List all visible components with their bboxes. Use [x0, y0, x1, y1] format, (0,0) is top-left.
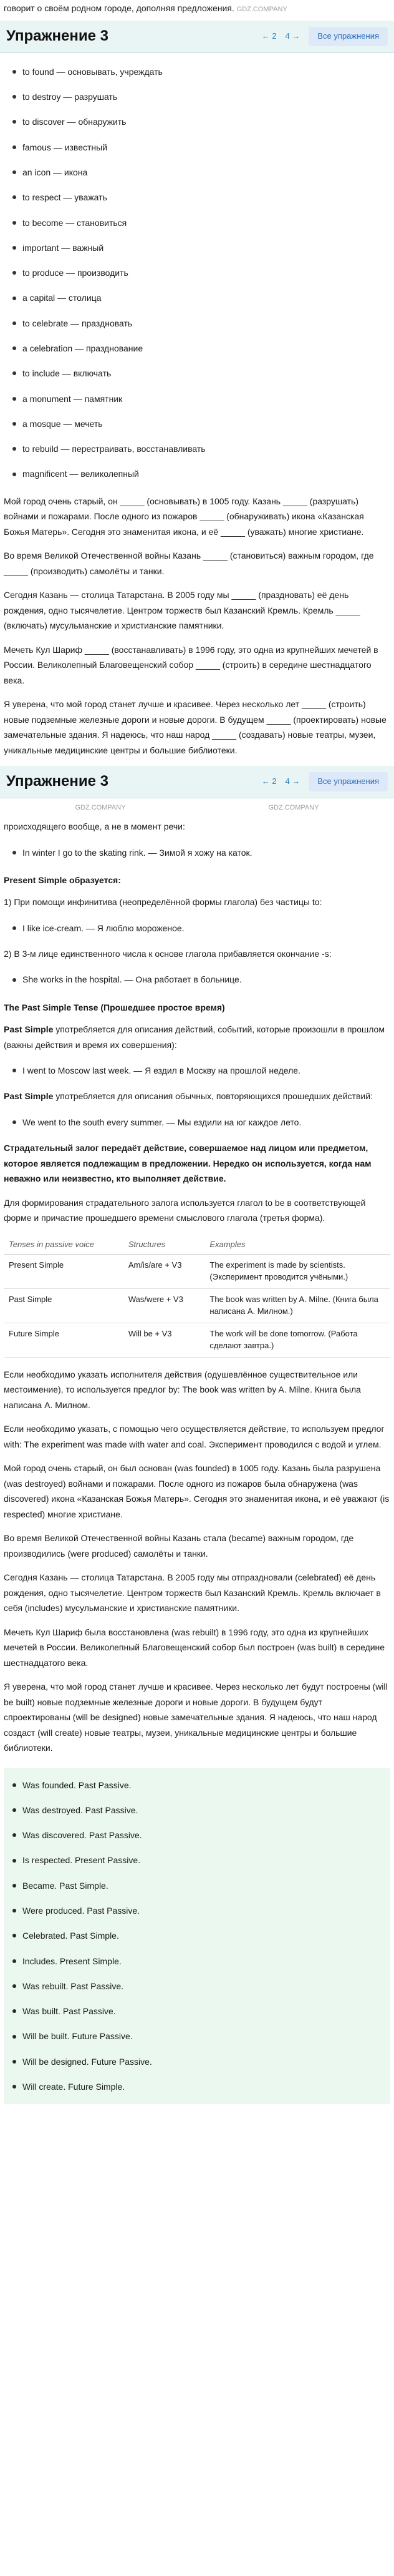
list-item: to destroy — разрушать	[12, 84, 390, 109]
bullet-icon	[12, 1859, 16, 1863]
list-item: Celebrated. Past Simple.	[12, 1923, 390, 1948]
list-item: a monument — памятник	[12, 386, 390, 411]
watermark-row	[4, 802, 390, 815]
table-row	[4, 1255, 390, 1289]
list-item: to respect — уважать	[12, 185, 390, 210]
list-item: Will be built. Future Passive.	[12, 2024, 390, 2049]
bullet-icon	[12, 1120, 16, 1124]
list-item: to produce — производить	[12, 260, 390, 285]
table-cell: Future Simple	[4, 1323, 123, 1357]
task-paragraph: Мечеть Кул Шариф _____ (восстанавливать) в 1996 году, это одна из крупнейших мечетей в России. Великолепный Благовещенский собор _____ (строить) в середине шестнадцатого века.	[4, 644, 378, 685]
table-cell: The experiment is made by scientists. (Эксперимент проводится учёными.)	[204, 1255, 390, 1289]
bullet-icon	[12, 95, 16, 99]
section-heading: Present Simple образуется:	[4, 874, 121, 885]
list-item: She works in the hospital. — Она работает в больнице.	[12, 969, 390, 989]
task-paragraph: Во время Великой Отечественной войны Казань _____ (становиться) важным городом, где _____ (производить) самолёты и танки.	[4, 551, 374, 576]
bullet-icon	[12, 926, 16, 930]
example-list	[4, 966, 390, 993]
list-item: famous — известный	[12, 135, 390, 160]
list-item: Will be designed. Future Passive.	[12, 2049, 390, 2074]
list-item: I like ice-cream. — Я люблю мороженое.	[12, 918, 390, 938]
exercise-title: Упражнение 3	[6, 773, 108, 790]
table-cell: Was/were + V3	[123, 1289, 205, 1323]
list-item: magnificent — великолепный	[12, 461, 390, 486]
example-list	[4, 839, 390, 866]
rule-text: 2) В 3-м лице единственного числа к основе глагола прибавляется окончание -s:	[4, 948, 332, 959]
list-item: Became. Past Simple.	[12, 1873, 390, 1898]
next-exercise-button[interactable]: 4 →	[285, 776, 300, 786]
list-item: We went to the south every summer. — Мы ездили на юг каждое лето.	[12, 1112, 390, 1132]
table-header: Structures	[123, 1235, 205, 1255]
bullet-icon	[12, 1984, 16, 1988]
list-item: to rebuild — перестраивать, восстанавливать	[12, 436, 390, 461]
prev-exercise-button[interactable]: ← 2	[261, 776, 277, 786]
solution-paragraph: Я уверена, что мой город станет лучше и красивее. Через несколько лет будут построены (will be built) новые подземные железные дороги и новые дороги. В будущем будут спроектированы (will be designed) новые замечательные здания. Я надеюсь, что наш народ создаст (will create) новые театры, музеи, уникальные медицинские центры и большие библиотеки.	[4, 1682, 388, 1753]
bullet-icon	[12, 2085, 16, 2089]
theory-lead: происходящего вообще, а не в момент речи:	[4, 821, 185, 832]
solution-paragraph: Сегодня Казань — столица Татарстана. В 2005 году мы отпраздновали (celebrated) её день рождения, одно тысячелетие. Центром торжеств был Казанский Кремль. Кремль включает в себя (includes) мусульманские и христианские памятники.	[4, 1572, 381, 1613]
bullet-icon	[12, 978, 16, 982]
bullet-icon	[12, 2060, 16, 2064]
bullet-icon	[12, 371, 16, 375]
list-item: to celebrate — праздновать	[12, 311, 390, 336]
list-item: to include — включать	[12, 361, 390, 386]
bullet-icon	[12, 346, 16, 350]
solution-paragraph: Во время Великой Отечественной войны Казань стала (became) важным городом, где производились (were produced) самолёты и танки.	[4, 1533, 354, 1559]
table-cell: The work will be done tomorrow. (Работа сделают завтра.)	[204, 1323, 390, 1357]
vocab-list	[4, 57, 390, 489]
exercise-nav	[262, 772, 388, 791]
bullet-icon	[12, 2009, 16, 2013]
bullet-icon	[12, 851, 16, 855]
exercise-nav	[262, 27, 388, 46]
list-item: Is respected. Present Passive.	[12, 1848, 390, 1873]
table-cell: The book was written by A. Milne. (Книга была написана А. Милном.)	[204, 1289, 390, 1323]
table-cell: Will be + V3	[123, 1323, 205, 1357]
intro-line: говорит о своём родном городе, дополняя предложения. GDZ.COMPANY	[4, 3, 287, 13]
bullet-icon	[12, 1783, 16, 1787]
bullet-icon	[12, 447, 16, 451]
bullet-icon	[12, 296, 16, 300]
task-paragraph: Я уверена, что мой город станет лучше и красивее. Через несколько лет _____ (строить) новые подземные железные дороги и новые дороги. В будущем _____ (проектировать) новые замечательные здания. Я надеюсь, что наш народ _____ (создавать) новые театры, музеи, уникальные медицинские центры и большие библиотеки.	[4, 699, 387, 755]
bullet-icon	[12, 1959, 16, 1963]
passive-intro: Страдательный залог передаёт действие, совершаемое над лицом или предметом, которое является подлежащим в предложении. Нередко он используется, когда нам неважно или неизвестно, кто выполняет действие.	[4, 1143, 372, 1184]
list-item: important — важный	[12, 235, 390, 260]
rule-text: Past Simple употребляется для описания действий, событий, которые произошли в прошлом (важны действия и время их совершения):	[4, 1024, 385, 1050]
prev-exercise-button[interactable]: ← 2	[261, 31, 277, 41]
list-item: Was discovered. Past Passive.	[12, 1823, 390, 1848]
table-row	[4, 1289, 390, 1323]
bullet-icon	[12, 1884, 16, 1888]
list-item: Includes. Present Simple.	[12, 1949, 390, 1974]
watermark: GDZ.COMPANY	[236, 6, 287, 13]
list-item: an icon — икона	[12, 160, 390, 185]
rule-text: Past Simple употребляется для описания обычных, повторяющихся прошедших действий:	[4, 1091, 373, 1102]
list-item: Will create. Future Simple.	[12, 2074, 390, 2099]
bullet-icon	[12, 2035, 16, 2039]
exercise-title: Упражнение 3	[6, 27, 108, 44]
bullet-icon	[12, 195, 16, 199]
passive-formation: Для формирования страдательного залога используется глагол to be в соответствующей форме и причастие прошедшего времени смыслового глагола (третья форма).	[4, 1197, 366, 1223]
list-item: Was rebuilt. Past Passive.	[12, 1974, 390, 1999]
rule-text: 1) При помощи инфинитива (неопределённой формы глагола) без частицы to:	[4, 897, 322, 908]
next-exercise-button[interactable]: 4 →	[285, 31, 300, 41]
list-item: In winter I go to the skating rink. — Зимой я хожу на каток.	[12, 843, 390, 863]
list-item: Was built. Past Passive.	[12, 1999, 390, 2024]
solution-paragraph: Мечеть Кул Шариф была восстановлена (was rebuilt) в 1996 году, это одна из крупнейших мечетей в России. Великолепный Благовещенский собор был построен (was built) в середине шестнадцатого века.	[4, 1627, 385, 1668]
table-cell: Am/is/are + V3	[123, 1255, 205, 1289]
list-item: to found — основывать, учреждать	[12, 59, 390, 84]
bullet-icon	[12, 271, 16, 275]
list-item: I went to Moscow last week. — Я ездил в Москву на прошлой неделе.	[12, 1060, 390, 1080]
list-item: a celebration — празднование	[12, 336, 390, 361]
bullet-icon	[12, 422, 16, 426]
passive-note: Если необходимо указать исполнителя действия (одушевлённое существительное или местоимение), то используется предлог by: The book was written by A. Milne. Книга была написана А. Милном.	[4, 1369, 361, 1410]
list-item: to discover — обнаружить	[12, 109, 390, 134]
answers-list	[4, 1768, 390, 2105]
list-item: Was destroyed. Past Passive.	[12, 1798, 390, 1823]
table-header: Tenses in passive voice	[4, 1235, 123, 1255]
bullet-icon	[12, 70, 16, 74]
exercise-header	[0, 21, 394, 53]
bullet-icon	[12, 246, 16, 250]
task-paragraph: Мой город очень старый, он _____ (основывать) в 1005 году. Казань _____ (разрушать) войнами и пожарами. После одного из пожаров _____ (обнаруживать) икона «Казанская Божья Матерь». Сегодня это знаменитая икона, и её _____ (уважать) многие христиане.	[4, 496, 364, 537]
all-exercises-button[interactable]: Все упражнения	[309, 27, 388, 46]
list-item: a mosque — мечеть	[12, 411, 390, 436]
bullet-icon	[12, 1909, 16, 1912]
example-list	[4, 1057, 390, 1084]
bullet-icon	[12, 1934, 16, 1937]
bullet-icon	[12, 1833, 16, 1837]
exercise-header	[0, 766, 394, 798]
task-paragraph: Сегодня Казань — столица Татарстана. В 2005 году мы _____ (праздновать) её день рождения, одно тысячелетие. Центром торжеств был Казанский Кремль. Кремль _____ (включать) мусульманские и христианские памятники.	[4, 590, 360, 631]
list-item: a capital — столица	[12, 285, 390, 310]
list-item: Was founded. Past Passive.	[12, 1773, 390, 1798]
bullet-icon	[12, 170, 16, 174]
bullet-icon	[12, 321, 16, 325]
list-item: Were produced. Past Passive.	[12, 1898, 390, 1923]
bullet-icon	[12, 397, 16, 401]
table-row	[4, 1323, 390, 1357]
bullet-icon	[12, 120, 16, 124]
section-heading: The Past Simple Tense (Прошедшее простое время)	[4, 1002, 225, 1012]
example-list	[4, 914, 390, 942]
passive-table	[4, 1235, 390, 1358]
table-header: Examples	[204, 1235, 390, 1255]
all-exercises-button[interactable]: Все упражнения	[309, 772, 388, 791]
watermark: GDZ.COMPANY	[75, 804, 126, 812]
bullet-icon	[12, 473, 16, 476]
bullet-icon	[12, 145, 16, 149]
bullet-icon	[12, 1808, 16, 1812]
passive-note: Если необходимо указать, с помощью чего осуществляется действие, то используем предлог with: The experiment was made with water and coal. Эксперимент проводился с водой и углем.	[4, 1424, 385, 1449]
list-item: to become — становиться	[12, 210, 390, 235]
solution-paragraph: Мой город очень старый, он был основан (was founded) в 1005 году. Казань была разрушена (was destroyed) войнами и пожарами. После одного из пожаров была обнаружена (was discovered) икона «Казанская Божья Матерь». Сегодня это знаменитая икона, и её уважают (is respected) многие христиане.	[4, 1463, 390, 1519]
table-cell: Present Simple	[4, 1255, 123, 1289]
watermark: GDZ.COMPANY	[268, 804, 319, 812]
table-cell: Past Simple	[4, 1289, 123, 1323]
example-list	[4, 1109, 390, 1136]
table-header-row	[4, 1235, 390, 1255]
bullet-icon	[12, 1069, 16, 1072]
bullet-icon	[12, 221, 16, 225]
